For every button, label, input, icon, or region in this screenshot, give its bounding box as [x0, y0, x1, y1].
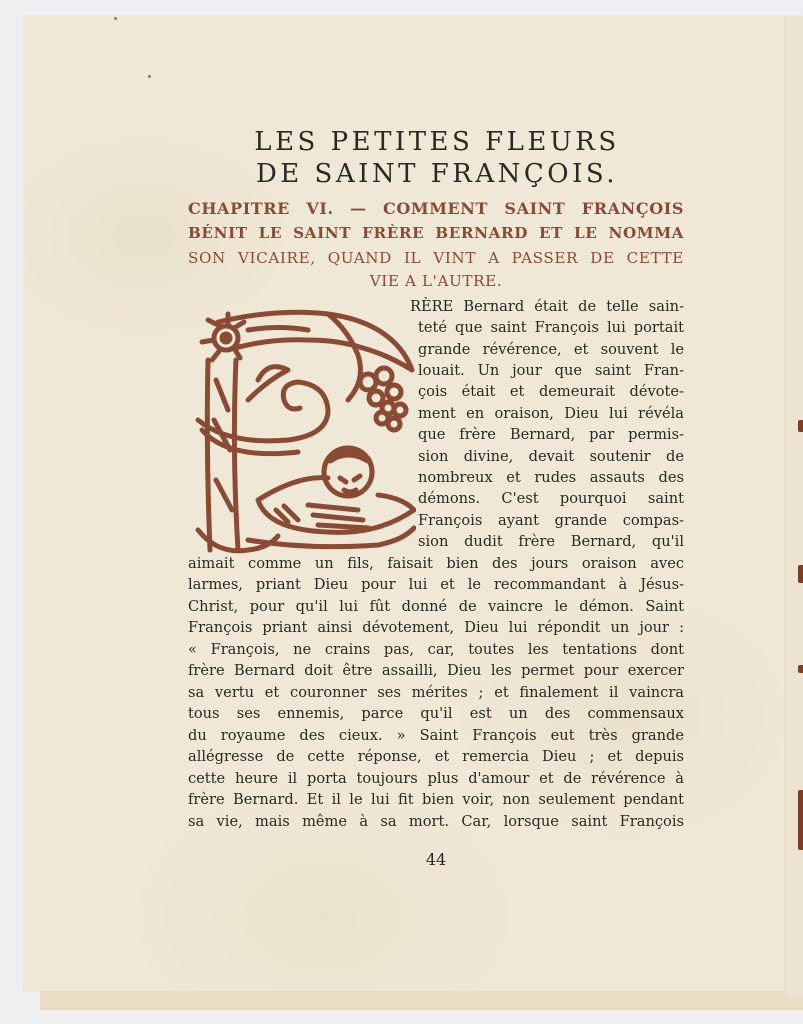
body-text-line: François priant ainsi dévotement, Dieu lui répondit un jour : — [188, 619, 684, 636]
body-text-line: Christ, pour qu'il lui fût donné de vaincre le démon. Saint — [188, 598, 684, 615]
body-text-line: « François, ne crains pas, car, toutes les tentations dont — [188, 641, 684, 658]
chapter-heading-line-3: SON VICAIRE, QUAND IL VINT A PASSER DE CETTE — [188, 249, 684, 267]
body-text-line: nombreux et rudes assauts des — [418, 469, 684, 486]
body-text-line: sa vertu et couronner ses mérites ; et finalement il vaincra — [188, 684, 684, 701]
paper-speck — [114, 17, 117, 20]
body-text-line: François ayant grande compas- — [418, 512, 684, 529]
body-text-line: cette heure il porta toujours plus d'amour et de révérence à — [188, 770, 684, 787]
body-text-line: allégresse de cette réponse, et remercia Dieu ; et depuis — [188, 748, 684, 765]
chapter-heading-line-4: VIE A L'AUTRE. — [369, 272, 503, 290]
body-text-line: démons. C'est pourquoi saint — [418, 490, 684, 507]
body-text-line: frère Bernard. Et il le lui fit bien voir, non seulement pendant — [188, 791, 684, 808]
body-text-line: louait. Un jour que saint Fran- — [418, 362, 684, 379]
ornamental-initial-f-icon — [188, 300, 416, 558]
body-text-line: du royaume des cieux. » Saint François eut très grande — [188, 727, 684, 744]
body-text-line: RÈRE Bernard était de telle sain- — [410, 298, 684, 315]
body-text-line: grande révérence, et souvent le — [418, 341, 684, 358]
body-text-line: aimait comme un fils, faisait bien des jours oraison avec — [188, 555, 684, 572]
body-text-line: sion dudit frère Bernard, qu'il — [418, 533, 684, 550]
body-text-line: larmes, priant Dieu pour lui et le recommandant à Jésus- — [188, 576, 684, 593]
body-text-line: sion divine, devait soutenir de — [418, 448, 684, 465]
book-title-line-1: LES PETITES FLEURS — [254, 127, 620, 157]
facing-page-ornament-fragment — [798, 790, 803, 850]
body-text-line: teté que saint François lui portait — [418, 319, 684, 336]
chapter-heading-line-2: BÉNIT LE SAINT FRÈRE BERNARD ET LE NOMMA — [188, 224, 684, 242]
body-text-line: frère Bernard doit être assailli, Dieu les permet pour exercer — [188, 662, 684, 679]
facing-page-ornament-fragment — [798, 420, 803, 432]
page-number: 44 — [425, 850, 447, 869]
chapter-heading-line-1: CHAPITRE VI. — COMMENT SAINT FRANÇOIS — [188, 199, 684, 218]
facing-page-ornament-fragment — [798, 565, 803, 583]
body-text-line: ment en oraison, Dieu lui révéla — [418, 405, 684, 422]
body-text-line: çois était et demeurait dévote- — [418, 383, 684, 400]
body-text-line: que frère Bernard, par permis- — [418, 426, 684, 443]
body-text-line: sa vie, mais même à sa mort. Car, lorsque saint François — [188, 813, 684, 830]
paper-speck — [148, 75, 151, 78]
facing-page-ornament-fragment — [798, 665, 803, 673]
book-title-line-2: DE SAINT FRANÇOIS. — [255, 159, 619, 189]
body-text-line: tous ses ennemis, parce qu'il est un des commensaux — [188, 705, 684, 722]
